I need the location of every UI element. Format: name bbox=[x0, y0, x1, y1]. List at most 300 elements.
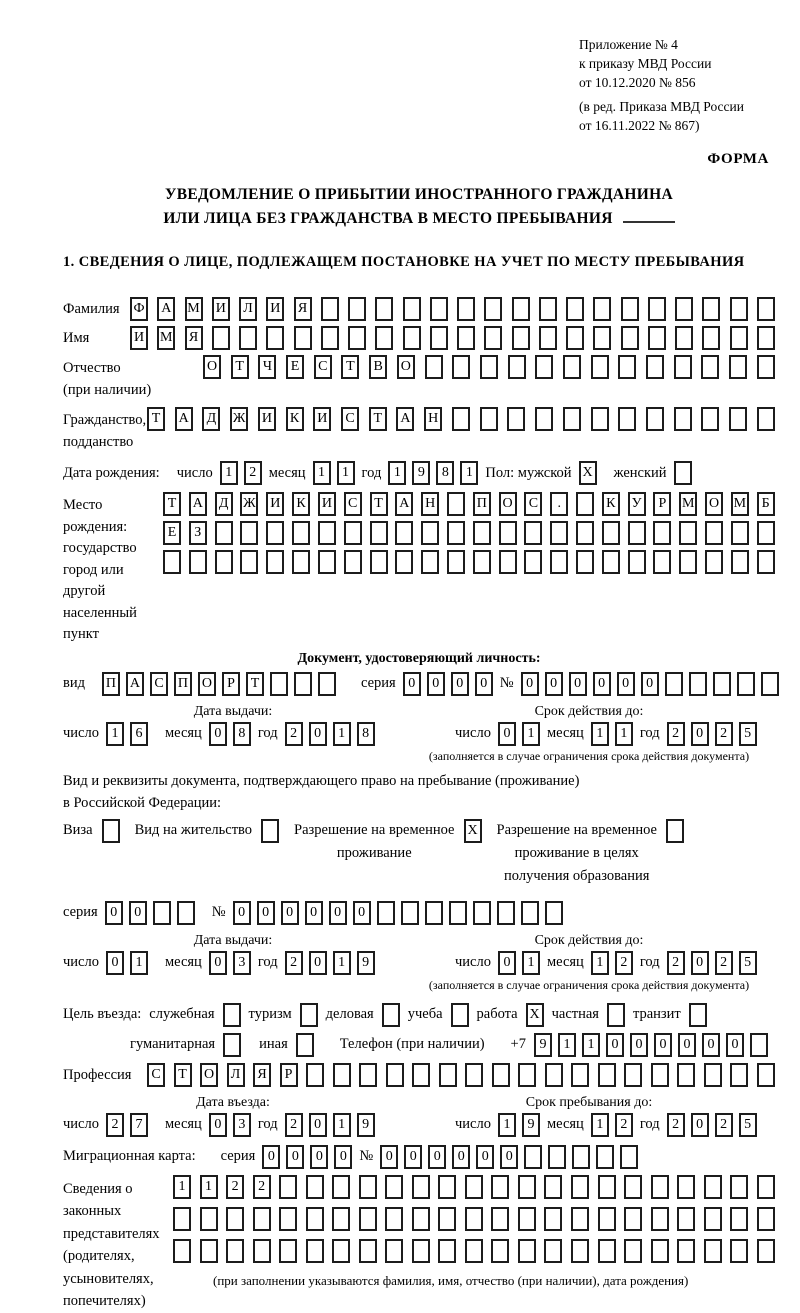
birthplace-label bbox=[63, 492, 163, 646]
char-box: Д bbox=[215, 492, 233, 516]
birthplace-label-line2: государство bbox=[63, 540, 137, 557]
char-box bbox=[648, 326, 666, 350]
char-box bbox=[544, 1175, 562, 1199]
residence-options bbox=[63, 819, 775, 889]
char-box bbox=[518, 1207, 536, 1231]
char-box bbox=[566, 326, 584, 350]
char-box: Л bbox=[239, 297, 257, 321]
char-box bbox=[439, 1063, 457, 1087]
doc-issue-year-boxes bbox=[285, 722, 375, 746]
char-box bbox=[576, 550, 594, 574]
entry-day-label: число bbox=[63, 1116, 99, 1133]
char-box: 1 bbox=[498, 1113, 516, 1137]
char-box bbox=[651, 1239, 669, 1263]
char-box bbox=[318, 550, 336, 574]
char-box: 0 bbox=[654, 1033, 672, 1057]
char-box bbox=[705, 550, 723, 574]
char-box bbox=[226, 1207, 244, 1231]
char-box: Т bbox=[369, 407, 387, 431]
char-box: М bbox=[679, 492, 697, 516]
char-box bbox=[102, 819, 120, 843]
char-box: 0 bbox=[353, 901, 371, 925]
residence-valid-day-boxes bbox=[498, 951, 540, 975]
residence-valid-month-label: месяц bbox=[546, 954, 584, 971]
char-box bbox=[524, 550, 542, 574]
char-box: 0 bbox=[209, 722, 227, 746]
char-box: 1 bbox=[333, 1113, 351, 1137]
migration-series-label: серия bbox=[220, 1148, 256, 1165]
char-box: 9 bbox=[534, 1033, 552, 1057]
purpose-private-label: частная bbox=[551, 1006, 599, 1023]
char-box: Р bbox=[653, 492, 671, 516]
char-box: 0 bbox=[329, 901, 347, 925]
char-box bbox=[524, 1145, 542, 1169]
doc-valid-year-boxes bbox=[667, 722, 757, 746]
char-box: И bbox=[313, 407, 331, 431]
residence-issue-month-label: месяц bbox=[164, 954, 202, 971]
purpose-humanitarian-label: гуманитарная bbox=[130, 1036, 216, 1053]
representatives-label-line2: законных bbox=[63, 1203, 122, 1220]
birthdate-month-label: месяц bbox=[268, 464, 306, 481]
char-box: И bbox=[258, 407, 276, 431]
birthplace-label-line3: город или другой bbox=[63, 561, 124, 600]
char-box: К bbox=[602, 492, 620, 516]
residence-issue-year-boxes bbox=[285, 951, 375, 975]
char-box: X bbox=[526, 1003, 544, 1027]
char-box bbox=[576, 521, 594, 545]
char-box: Н bbox=[421, 492, 439, 516]
char-box: 0 bbox=[404, 1145, 422, 1169]
doc-issue-line bbox=[63, 722, 403, 746]
char-box bbox=[675, 326, 693, 350]
temporary-residence-education-line2: проживание в целях bbox=[514, 845, 639, 862]
stay-until-title: Срок пребывания до: bbox=[525, 1094, 653, 1110]
birthplace-rows bbox=[163, 492, 775, 579]
char-box bbox=[438, 1207, 456, 1231]
stay-year-boxes bbox=[667, 1113, 757, 1137]
residence-series-boxes bbox=[105, 901, 195, 925]
char-box: 2 bbox=[285, 722, 303, 746]
temporary-residence-education-line3: получения образования bbox=[504, 868, 650, 885]
entry-month-label: месяц bbox=[164, 1116, 202, 1133]
char-box bbox=[651, 1175, 669, 1199]
char-box: 0 bbox=[545, 672, 563, 696]
edition-line-2: от 16.11.2022 № 867) bbox=[579, 117, 700, 133]
char-box bbox=[200, 1207, 218, 1231]
char-box bbox=[480, 407, 498, 431]
char-box bbox=[618, 407, 636, 431]
char-box: 0 bbox=[726, 1033, 744, 1057]
char-box bbox=[518, 1175, 536, 1199]
char-box bbox=[370, 550, 388, 574]
char-box bbox=[677, 1063, 695, 1087]
forma-label: ФОРМА bbox=[707, 151, 769, 168]
purpose-label: Цель въезда: bbox=[63, 1006, 142, 1023]
char-box bbox=[412, 1063, 430, 1087]
representatives-rows bbox=[173, 1175, 775, 1289]
temporary-residence-label-line1: Разрешение на временное bbox=[294, 821, 455, 838]
char-box: 8 bbox=[436, 461, 454, 485]
char-box: Е bbox=[163, 521, 181, 545]
char-box: 0 bbox=[310, 1145, 328, 1169]
purpose-work-label: работа bbox=[476, 1006, 518, 1023]
char-box bbox=[332, 1239, 350, 1263]
char-box: Т bbox=[147, 407, 165, 431]
char-box bbox=[473, 521, 491, 545]
char-box: 2 bbox=[285, 951, 303, 975]
char-box bbox=[333, 1063, 351, 1087]
entry-year-boxes bbox=[285, 1113, 375, 1137]
residence-intro-line1: Вид и реквизиты документа, подтверждающего право на пребывание (проживание) bbox=[63, 772, 580, 789]
char-box: 1 bbox=[522, 951, 540, 975]
char-box bbox=[602, 521, 620, 545]
char-box bbox=[593, 326, 611, 350]
char-box bbox=[750, 1033, 768, 1057]
char-box: 5 bbox=[739, 722, 757, 746]
char-box bbox=[473, 550, 491, 574]
char-box: 0 bbox=[305, 901, 323, 925]
entry-day-boxes bbox=[106, 1113, 148, 1137]
char-box: 0 bbox=[281, 901, 299, 925]
char-box bbox=[451, 1003, 469, 1027]
char-box bbox=[598, 1207, 616, 1231]
doc-valid-line bbox=[403, 722, 775, 746]
temporary-residence-checkbox bbox=[464, 819, 482, 843]
char-box: 0 bbox=[500, 1145, 518, 1169]
char-box bbox=[651, 1063, 669, 1087]
field-firstname bbox=[63, 326, 775, 350]
char-box bbox=[674, 355, 692, 379]
char-box: 1 bbox=[591, 951, 609, 975]
char-box: 5 bbox=[739, 951, 757, 975]
purpose-humanitarian-checkbox bbox=[223, 1033, 241, 1057]
temporary-residence-education-label bbox=[497, 819, 657, 889]
char-box bbox=[646, 407, 664, 431]
char-box bbox=[674, 407, 692, 431]
char-box bbox=[465, 1207, 483, 1231]
char-box bbox=[173, 1239, 191, 1263]
char-box bbox=[550, 550, 568, 574]
entry-month-boxes bbox=[209, 1113, 251, 1137]
char-box bbox=[677, 1175, 695, 1199]
char-box bbox=[653, 521, 671, 545]
char-box: А bbox=[175, 407, 193, 431]
birthplace-row2-boxes bbox=[163, 521, 775, 545]
char-box bbox=[492, 1063, 510, 1087]
char-box: И bbox=[212, 297, 230, 321]
char-box bbox=[705, 521, 723, 545]
patronymic-boxes bbox=[203, 355, 775, 379]
char-box bbox=[425, 901, 443, 925]
char-box bbox=[497, 901, 515, 925]
purpose-other-checkbox bbox=[296, 1033, 314, 1057]
char-box bbox=[598, 1175, 616, 1199]
char-box: Т bbox=[231, 355, 249, 379]
char-box bbox=[318, 521, 336, 545]
char-box bbox=[524, 521, 542, 545]
char-box bbox=[730, 1239, 748, 1263]
char-box: 1 bbox=[558, 1033, 576, 1057]
char-box bbox=[757, 297, 775, 321]
char-box bbox=[344, 521, 362, 545]
char-box: В bbox=[369, 355, 387, 379]
char-box bbox=[757, 550, 775, 574]
birthdate-day-label: число bbox=[176, 464, 213, 481]
char-box bbox=[386, 1063, 404, 1087]
char-box bbox=[412, 1175, 430, 1199]
field-purpose-row2 bbox=[130, 1033, 775, 1057]
residence-valid-note: (заполняется в случае ограничения срока действия документа) bbox=[428, 977, 750, 992]
char-box bbox=[571, 1239, 589, 1263]
char-box bbox=[730, 1063, 748, 1087]
char-box: 0 bbox=[476, 1145, 494, 1169]
appendix-line-3: от 10.12.2020 № 856 bbox=[579, 74, 696, 90]
char-box: К bbox=[292, 492, 310, 516]
char-box bbox=[521, 901, 539, 925]
char-box bbox=[621, 326, 639, 350]
char-box: 0 bbox=[451, 672, 469, 696]
char-box: Ж bbox=[240, 492, 258, 516]
char-box bbox=[377, 901, 395, 925]
residence-number-boxes bbox=[233, 901, 563, 925]
char-box: 9 bbox=[357, 1113, 375, 1137]
char-box: 2 bbox=[244, 461, 262, 485]
doc-issue-month-boxes bbox=[209, 722, 251, 746]
char-box: 1 bbox=[200, 1175, 218, 1199]
doc-valid-col bbox=[403, 704, 775, 764]
representatives-note: (при заполнении указываются фамилия, имя, отчество (при наличии), дата рождения) bbox=[213, 1272, 689, 1288]
migration-card-label: Миграционная карта: bbox=[63, 1148, 196, 1165]
residence-number-label: № bbox=[211, 904, 226, 921]
patronymic-label-line2: (при наличии) bbox=[63, 381, 152, 398]
char-box bbox=[382, 1003, 400, 1027]
char-box: 1 bbox=[388, 461, 406, 485]
char-box: 2 bbox=[226, 1175, 244, 1199]
char-box: 1 bbox=[220, 461, 238, 485]
residence-dates-group bbox=[63, 933, 775, 993]
option-residence-permit bbox=[135, 819, 279, 843]
char-box bbox=[292, 521, 310, 545]
char-box: О bbox=[705, 492, 723, 516]
char-box: 0 bbox=[209, 951, 227, 975]
char-box: И bbox=[266, 492, 284, 516]
purpose-business-checkbox bbox=[382, 1003, 400, 1027]
char-box: 8 bbox=[357, 722, 375, 746]
entry-date-col bbox=[63, 1095, 403, 1137]
field-surname bbox=[63, 297, 775, 321]
char-box bbox=[332, 1207, 350, 1231]
appendix-line-1: Приложение № 4 bbox=[579, 37, 678, 52]
identity-doc-heading: Документ, удостоверяющий личность: bbox=[297, 650, 541, 666]
char-box bbox=[566, 297, 584, 321]
doc-issue-year-label: год bbox=[257, 725, 278, 742]
doc-valid-month-boxes bbox=[591, 722, 633, 746]
char-box: 0 bbox=[498, 951, 516, 975]
char-box bbox=[646, 355, 664, 379]
char-box bbox=[348, 326, 366, 350]
char-box: 0 bbox=[106, 951, 124, 975]
entry-date-line bbox=[63, 1113, 403, 1137]
char-box bbox=[571, 1175, 589, 1199]
char-box: И bbox=[130, 326, 148, 350]
representatives-label-line3: представителях bbox=[63, 1225, 160, 1242]
char-box bbox=[215, 550, 233, 574]
doc-valid-day-label: число bbox=[455, 725, 491, 742]
char-box: 1 bbox=[591, 722, 609, 746]
char-box bbox=[270, 672, 288, 696]
stay-day-boxes bbox=[498, 1113, 540, 1137]
char-box: 0 bbox=[233, 901, 251, 925]
char-box: М bbox=[731, 492, 749, 516]
char-box: 9 bbox=[412, 461, 430, 485]
char-box bbox=[518, 1063, 536, 1087]
char-box bbox=[618, 355, 636, 379]
char-box: 0 bbox=[403, 672, 421, 696]
phone-prefix: +7 bbox=[510, 1036, 526, 1053]
char-box: 2 bbox=[715, 951, 733, 975]
doc-issue-day-boxes bbox=[106, 722, 148, 746]
doc-series-boxes bbox=[403, 672, 493, 696]
char-box: О bbox=[397, 355, 415, 379]
char-box bbox=[539, 326, 557, 350]
visa-checkbox bbox=[102, 819, 120, 843]
char-box bbox=[306, 1239, 324, 1263]
purpose-study-label: учеба bbox=[407, 1006, 443, 1023]
entry-dates-group bbox=[63, 1095, 775, 1137]
char-box bbox=[620, 1145, 638, 1169]
patronymic-label bbox=[63, 355, 203, 401]
char-box bbox=[593, 297, 611, 321]
char-box bbox=[484, 326, 502, 350]
char-box bbox=[701, 407, 719, 431]
char-box bbox=[449, 901, 467, 925]
doc-valid-year-label: год bbox=[639, 725, 660, 742]
char-box: 3 bbox=[233, 1113, 251, 1137]
char-box bbox=[306, 1063, 324, 1087]
char-box: Ч bbox=[258, 355, 276, 379]
char-box: 0 bbox=[105, 901, 123, 925]
char-box bbox=[702, 326, 720, 350]
char-box bbox=[452, 407, 470, 431]
char-box bbox=[375, 297, 393, 321]
field-residence-series bbox=[63, 901, 775, 925]
char-box bbox=[701, 355, 719, 379]
char-box: Ф bbox=[130, 297, 148, 321]
char-box bbox=[628, 521, 646, 545]
char-box bbox=[598, 1063, 616, 1087]
char-box bbox=[518, 1239, 536, 1263]
char-box: 0 bbox=[498, 722, 516, 746]
title-line-2-wrap bbox=[63, 207, 775, 231]
char-box bbox=[266, 521, 284, 545]
sex-female-label: женский bbox=[613, 464, 667, 481]
representatives-label-line1: Сведения о bbox=[63, 1180, 133, 1197]
purpose-transit-label: транзит bbox=[632, 1006, 681, 1023]
char-box bbox=[761, 672, 779, 696]
purpose-work-checkbox bbox=[526, 1003, 544, 1027]
char-box bbox=[512, 326, 530, 350]
char-box bbox=[261, 819, 279, 843]
option-temporary-residence-education bbox=[497, 819, 684, 889]
char-box bbox=[465, 1175, 483, 1199]
char-box: 0 bbox=[617, 672, 635, 696]
char-box bbox=[535, 407, 553, 431]
char-box: 1 bbox=[337, 461, 355, 485]
char-box bbox=[508, 355, 526, 379]
char-box bbox=[153, 901, 171, 925]
char-box bbox=[395, 550, 413, 574]
char-box bbox=[491, 1207, 509, 1231]
char-box: 0 bbox=[641, 672, 659, 696]
char-box: 0 bbox=[521, 672, 539, 696]
surname-boxes bbox=[130, 297, 775, 321]
char-box: Н bbox=[424, 407, 442, 431]
birthdate-day-boxes bbox=[220, 461, 262, 485]
patronymic-label-line1: Отчество bbox=[63, 360, 121, 377]
char-box: 1 bbox=[522, 722, 540, 746]
char-box: У bbox=[628, 492, 646, 516]
char-box: 0 bbox=[702, 1033, 720, 1057]
profession-boxes bbox=[147, 1063, 775, 1087]
char-box bbox=[621, 297, 639, 321]
char-box: 9 bbox=[357, 951, 375, 975]
field-migration-card bbox=[63, 1145, 775, 1169]
char-box bbox=[457, 297, 475, 321]
char-box bbox=[239, 326, 257, 350]
option-temporary-residence bbox=[294, 819, 481, 865]
char-box bbox=[253, 1239, 271, 1263]
char-box: 0 bbox=[452, 1145, 470, 1169]
char-box: 1 bbox=[173, 1175, 191, 1199]
representatives-label bbox=[63, 1175, 173, 1313]
char-box bbox=[572, 1145, 590, 1169]
doc-issue-col bbox=[63, 704, 403, 764]
char-box bbox=[624, 1063, 642, 1087]
char-box: X bbox=[464, 819, 482, 843]
char-box bbox=[535, 355, 553, 379]
char-box bbox=[757, 326, 775, 350]
char-box bbox=[452, 355, 470, 379]
char-box bbox=[544, 1207, 562, 1231]
char-box: С bbox=[344, 492, 362, 516]
char-box bbox=[473, 901, 491, 925]
char-box bbox=[447, 550, 465, 574]
char-box bbox=[306, 1207, 324, 1231]
char-box bbox=[499, 521, 517, 545]
char-box bbox=[321, 297, 339, 321]
char-box: 0 bbox=[475, 672, 493, 696]
field-patronymic bbox=[63, 355, 775, 401]
char-box bbox=[421, 550, 439, 574]
char-box bbox=[359, 1063, 377, 1087]
char-box: 0 bbox=[428, 1145, 446, 1169]
char-box bbox=[757, 521, 775, 545]
char-box: 1 bbox=[615, 722, 633, 746]
stay-until-line bbox=[403, 1113, 775, 1137]
purpose-official-label: служебная bbox=[149, 1006, 215, 1023]
char-box: 2 bbox=[615, 951, 633, 975]
char-box: 2 bbox=[615, 1113, 633, 1137]
title-blank-underline bbox=[623, 221, 675, 223]
entry-date-title: Дата въезда: bbox=[196, 1094, 270, 1110]
purpose-business-label: деловая bbox=[325, 1006, 374, 1023]
char-box bbox=[173, 1207, 191, 1231]
field-profession bbox=[63, 1063, 775, 1087]
char-box: П bbox=[174, 672, 192, 696]
char-box: Т bbox=[163, 492, 181, 516]
char-box bbox=[385, 1207, 403, 1231]
char-box: И bbox=[266, 297, 284, 321]
